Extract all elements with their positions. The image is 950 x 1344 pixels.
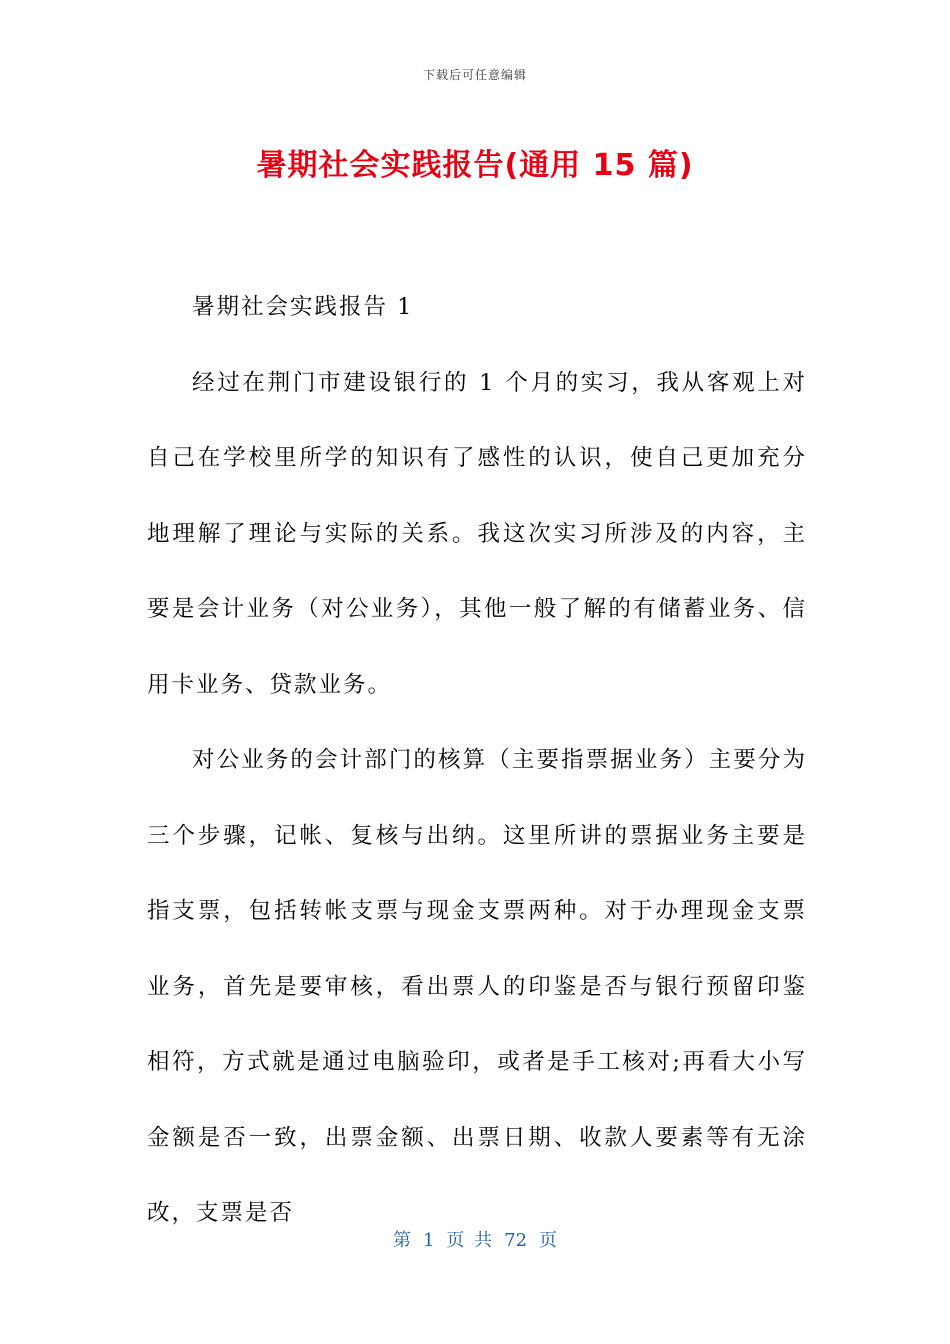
header-note: 下载后可任意编辑 (422, 68, 527, 82)
document-body (147, 270, 807, 1252)
paragraph: 经过在荆门市建设银行的 1 个月的实习，我从客观上对自己在学校里所学的知识有了感性的认识，使自己更加充分地理解了理论与实际的关系。我这次实习所涉及的内容，主要是会计业务（对公业务），其他一般了解的有储蓄业务、信用卡业务、贷款业务。 (147, 369, 807, 698)
page-mid-text: 页 共 (446, 1230, 493, 1251)
page-footer (0, 1226, 950, 1252)
current-page-number: 1 (422, 1230, 435, 1251)
page-suffix: 页 (539, 1230, 558, 1251)
page-prefix: 第 (392, 1230, 411, 1251)
document-title: 暑期社会实践报告(通用 15 篇) (256, 148, 694, 183)
section-heading: 暑期社会实践报告 1 (192, 294, 414, 320)
total-pages-number: 72 (504, 1230, 528, 1251)
paragraph: 对公业务的会计部门的核算（主要指票据业务）主要分为三个步骤，记帐、复核与出纳。这里所讲的票据业务主要是指支票，包括转帐支票与现金支票两种。对于办理现金支票业务，首先是要审核，看出票人的印鉴是否与银行预留印鉴相符，方式就是通过电脑验印，或者是手工核对;再看大小写金额是否一致，出票金额、出票日期、收款人要素等有无涂改，支票是否 (147, 747, 807, 1226)
